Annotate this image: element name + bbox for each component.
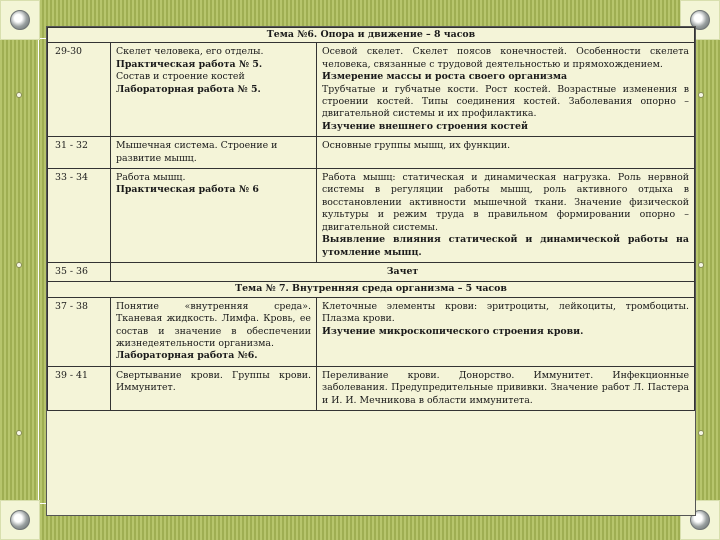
edge-dot-icon [16,92,22,98]
content-line: Основные группы мышц, их функции. [322,140,511,152]
topic6-heading: Тема №6. Опора и движение – 8 часов [48,28,695,43]
edge-dot-icon [698,430,704,436]
lesson-cell [111,43,317,137]
topic-row [48,282,695,297]
table-row [48,137,695,169]
lesson-cell [111,297,317,366]
rivet-icon [10,10,30,30]
content-cell [317,43,695,137]
content-line: Переливание крови. Донорство. Иммунитет. Инфекционные заболевания. Предупредительные прививки. Значение работ Л. Пастера и И. И. Мечникова в области иммунитета. [322,369,689,406]
exam-cell: Зачет [111,262,695,281]
content-line: Клеточные элементы крови: эритроциты, лейкоциты, тромбоциты. Плазма крови. [322,300,689,325]
curriculum-sheet [46,26,696,516]
lesson-line: Скелет человека, его отделы. [116,46,264,58]
content-line: Изучение микроскопического строения крови. [322,325,584,337]
corner-bl [0,500,40,540]
curriculum-table [47,27,695,411]
table-row [48,43,695,137]
hours-cell: 35 - 36 [48,262,111,281]
corner-tl [0,0,40,40]
content-line: Осевой скелет. Скелет поясов конечностей. Особенности скелета человека, связанные с трудовой деятельностью и прямохождением. [322,46,689,70]
edge-dot-icon [16,430,22,436]
lesson-line: Работа мышц. [116,172,186,184]
content-line: Трубчатые и губчатые кости. Рост костей. Возрастные изменения в строении костей. Типы соединения костей. Заболевания опорно – двигательной системы и их профилактика. [322,83,689,120]
edge-dot-icon [698,92,704,98]
content-cell [317,297,695,366]
lesson-line: Практическая работа № 5. [116,58,263,70]
hours-cell: 29-30 [48,43,111,137]
lesson-line: Лабораторная работа №6. [116,350,258,362]
table-row [48,169,695,263]
table-row [48,262,695,281]
table-row [48,297,695,366]
content-line: Выявление влияния статической и динамической работы на утомление мышц. [322,234,689,258]
lesson-line: Лабораторная работа № 5. [116,83,261,95]
content-cell [317,137,695,169]
lesson-cell [111,366,317,410]
content-line: Изучение внешнего строения костей [322,120,528,132]
lesson-line: Практическая работа № 6 [116,184,259,196]
edge-dot-icon [698,262,704,268]
lesson-cell [111,169,317,263]
topic-row [48,28,695,43]
content-cell [317,366,695,410]
content-cell [317,169,695,263]
topic7-heading: Тема № 7. Внутренняя среда организма – 5 часов [48,282,695,297]
lesson-cell [111,137,317,169]
lesson-line: Свертывание крови. Группы крови. Иммунитет. [116,369,311,394]
hours-cell: 37 - 38 [48,297,111,366]
edge-dot-icon [16,262,22,268]
table-row [48,366,695,410]
content-line: Работа мышц: статическая и динамическая нагрузка. Роль нервной системы в регуляции работы мышц, роль активного отдыха в восстановлении активности мышечной ткани. Значение физической культуры и режим труда в правильном формировании опорно – двигательной системы. [322,172,689,233]
hours-cell: 31 - 32 [48,137,111,169]
hours-cell: 33 - 34 [48,169,111,263]
table-body [48,28,695,411]
lesson-line: Мышечная система. Строение и развитие мышц. [116,140,278,164]
rivet-icon [10,510,30,530]
lesson-line: Состав и строение костей [116,71,245,83]
hours-cell: 39 - 41 [48,366,111,410]
content-line: Измерение массы и роста своего организма [322,71,568,83]
lesson-line: Понятие «внутренняя среда». Тканевая жидкость. Лимфа. Кровь, ее состав и значение в обеспечении жизнедеятельности организма. [116,300,311,349]
